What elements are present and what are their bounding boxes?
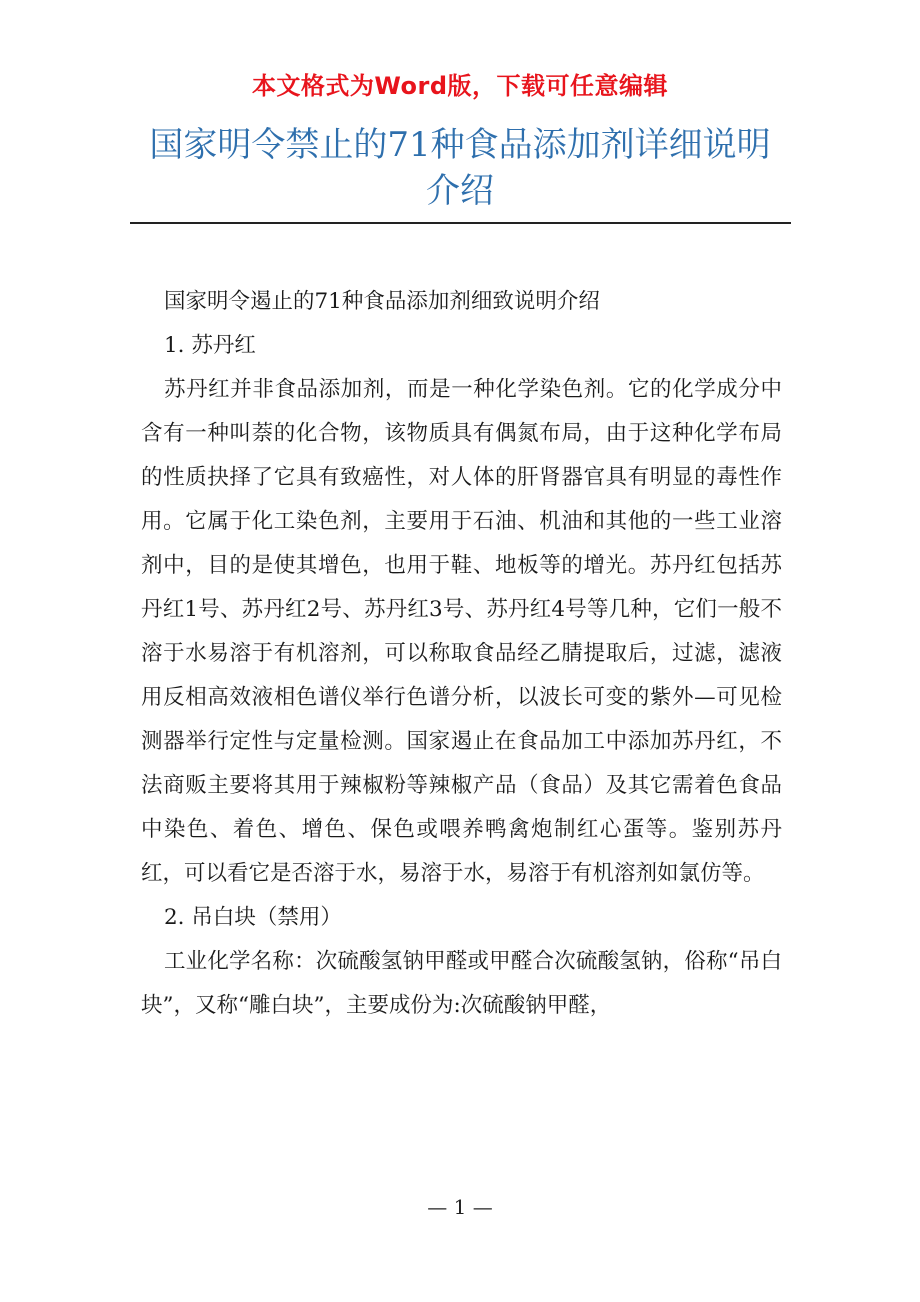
section-heading-2: 2. 吊白块（禁用） [164, 905, 342, 930]
title-divider [130, 222, 791, 224]
body-paragraph-1: 苏丹红并非食品添加剂，而是一种化学染色剂。它的化学成分中含有一种叫萘的化合物，该物质具有偶氮布局，由于这种化学布局的性质抉择了它具有致癌性，对人体的肝肾器官具有明显的毒性作用。它属于化工染色剂，主要用于石油、机油和其他的一些工业溶剂中，目的是使其增色，也用于鞋、地板等的增光。苏丹红包括苏丹红1号、苏丹红2号、苏丹红3号、苏丹红4号等几种，它们一般不溶于水易溶于有机溶剂，可以称取食品经乙腈提取后，过滤，滤液用反相高效液相色谱仪举行色谱分析，以波长可变的紫外—可见检测器举行定性与定量检测。国家遏止在食品加工中添加苏丹红，不法商贩主要将其用于辣椒粉等辣椒产品（食品）及其它需着色食品中染色、着色、增色、保色或喂养鸭禽炮制红心蛋等。鉴别苏丹红，可以看它是否溶于水，易溶于水，易溶于有机溶剂如氯仿等。 [141, 377, 782, 886]
intro-paragraph: 国家明令遏止的71种食品添加剂细致说明介绍 [164, 289, 600, 314]
document-body [141, 280, 782, 1028]
section-heading-1: 1. 苏丹红 [164, 333, 256, 358]
page-number: — 1 — [427, 1195, 493, 1219]
body-paragraph-2: 工业化学名称：次硫酸氢钠甲醛或甲醛合次硫酸氢钠，俗称“吊白块”，又称“雕白块”，主要成份为:次硫酸钠甲醛， [141, 949, 782, 1018]
title-line-1: 国家明令禁止的71种食品添加剂详细说明 [149, 125, 771, 165]
word-format-notice: 本文格式为Word版，下载可任意编辑 [251, 72, 669, 100]
title-line-2: 介绍 [426, 171, 494, 211]
document-title [130, 122, 790, 214]
